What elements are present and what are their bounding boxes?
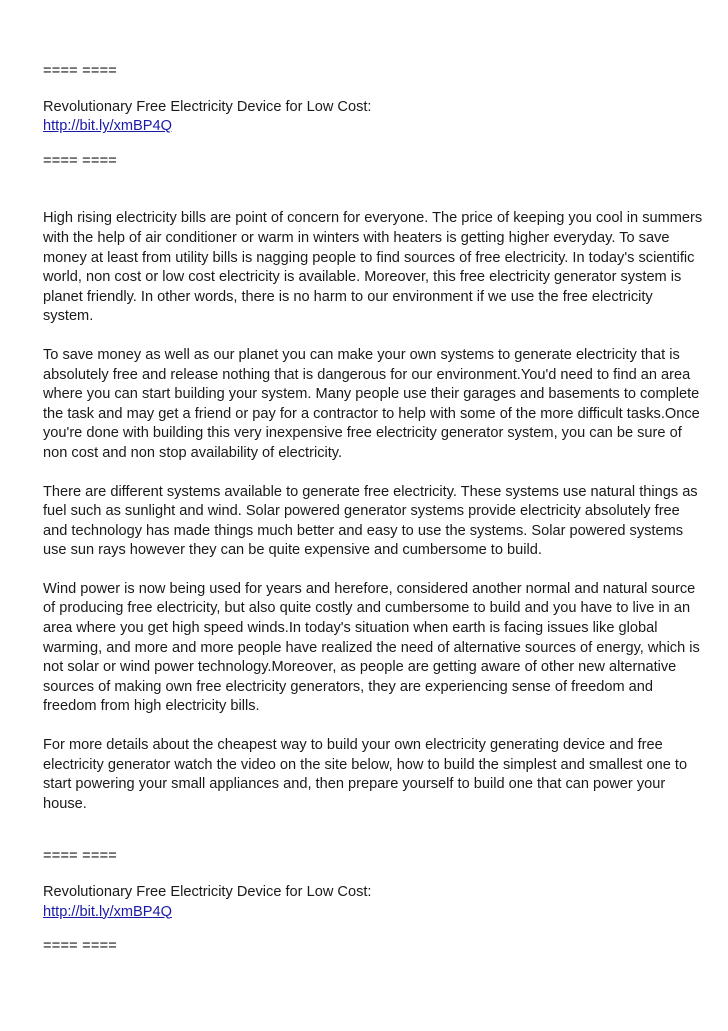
article-paragraph: For more details about the cheapest way to build your own electricity generating device and free electricity generator watch the video on the site below, how to build the simplest and smallest one to start powering your small appliances and, then prepare yourself to build one that can power your house.	[43, 737, 688, 812]
footer-promo-link[interactable]: http://bit.ly/xmBP4Q	[43, 903, 172, 920]
footer-separator-top: ==== ====	[43, 848, 118, 865]
article-paragraph: There are different systems available to generate free electricity. These systems use natural things as fuel such as sunlight and wind. Solar powered generator systems provide electricity absolutely free and technology has made things much better and easy to use the systems. Solar powered systems use sun rays however they can be quite expensive and cumbersome to build.	[43, 483, 698, 559]
article-paragraph: High rising electricity bills are point of concern for everyone. The price of keeping you cool in summers with the help of air conditioner or warm in winters with heaters is getting higher everyday. To save money at least from utility bills is nagging people to find sources of free electricity. In today's scientific world, non cost or low cost electricity is available. Moreover, this free electricity generator system is planet friendly. In other words, there is no harm to our environment if we use the free electricity system.	[43, 210, 703, 325]
header-separator-bottom: ==== ====	[43, 152, 118, 169]
article-paragraph: Wind power is now being used for years and herefore, considered another normal and natural source of producing free electricity, but also quite costly and cumbersome to build and you have to live in an area where you get high speed winds.In today's situation when earth is facing issues like global warming, and more and more people have realized the need of alternative sources of energy, which is not solar or wind power technology.Moreover, as people are getting aware of other new alternative sources of making own free electricity generators, they are experiencing sense of freedom and freedom from high electricity bills.	[43, 580, 700, 715]
document-page	[43, 62, 703, 957]
footer-separator-bottom: ==== ====	[43, 938, 118, 955]
footer-promo-link-line	[43, 903, 703, 923]
header-promo-link-line	[43, 117, 703, 137]
header-promo-title: Revolutionary Free Electricity Device for Low Cost:	[43, 98, 372, 115]
article-paragraph: To save money as well as our planet you can make your own systems to generate electricity that is absolutely free and release nothing that is dangerous for our environment.You'd need to find an area where you can start building your system. Many people use their garages and basements to complete the task and may get a friend or pay for a contractor to help with some of the more difficult tasks.Once you're done with building this very inexpensive free electricity generator system, you can be sure of non cost and non stop availability of electricity.	[43, 346, 700, 461]
footer-promo-title: Revolutionary Free Electricity Device for Low Cost:	[43, 884, 372, 900]
header-promo-link[interactable]: http://bit.ly/xmBP4Q	[43, 118, 172, 135]
header-separator-top: ==== ====	[43, 63, 118, 79]
